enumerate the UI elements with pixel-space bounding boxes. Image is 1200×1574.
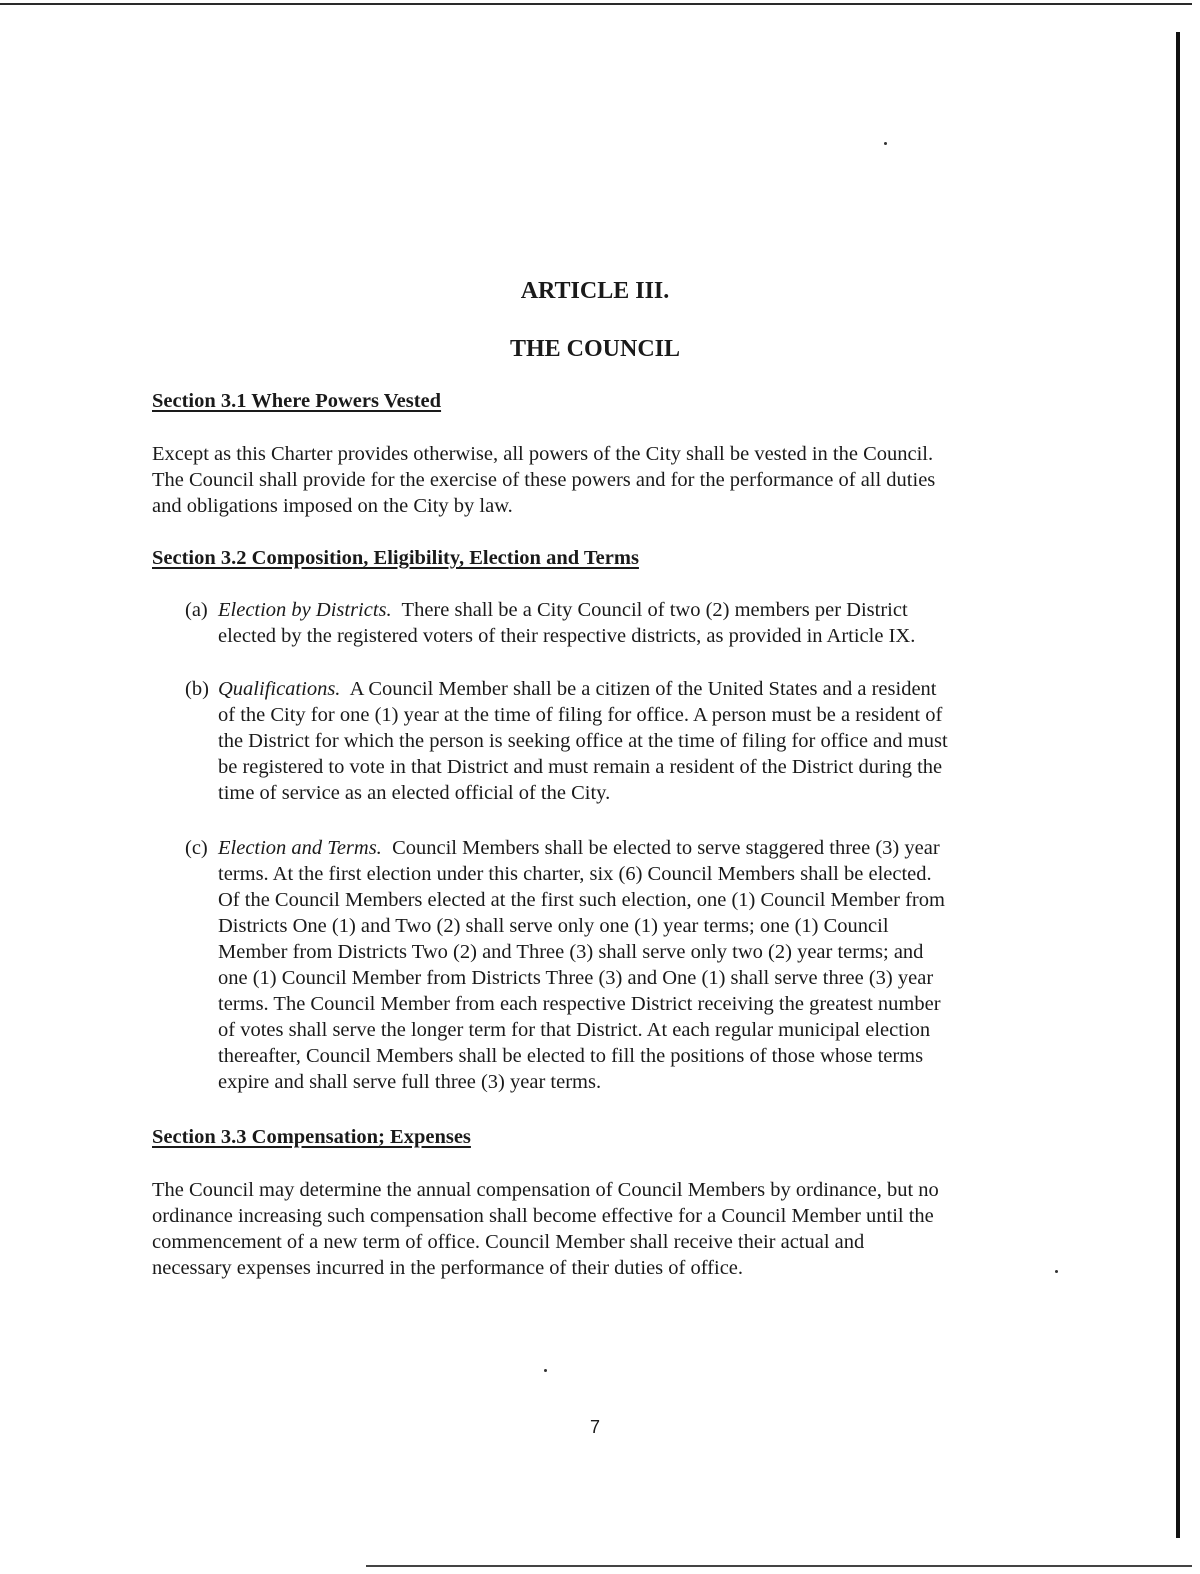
list-item-line: Of the Council Members elected at the first such election, one (1) Council Member from	[218, 889, 945, 911]
paragraph-line: ordinance increasing such compensation shall become effective for a Council Member until the	[152, 1205, 934, 1227]
list-item-line: Districts One (1) and Two (2) shall serve only one (1) year terms; one (1) Council	[218, 915, 889, 937]
scan-margin-bar	[1176, 32, 1180, 1538]
scan-bottom-rule	[366, 1565, 1192, 1567]
paragraph-line: The Council shall provide for the exercise of these powers and for the performance of all duties	[152, 469, 936, 491]
article-number: ARTICLE III.	[520, 278, 670, 304]
page-number: 7	[589, 1417, 600, 1437]
list-item-line: one (1) Council Member from Districts Three (3) and One (1) shall serve three (3) year	[218, 967, 934, 989]
list-item-line: terms. The Council Member from each respective District receiving the greatest number	[218, 993, 941, 1015]
list-item-body	[218, 676, 1043, 806]
list-item-line: thereafter, Council Members shall be elected to fill the positions of those whose terms	[218, 1045, 924, 1067]
section-3-3-heading: Section 3.3 Compensation; Expenses	[152, 1126, 471, 1148]
item-text: There shall be a City Council of two (2) members per District	[401, 599, 908, 621]
list-item-body	[218, 835, 1043, 1095]
list-item-first-line	[218, 676, 1043, 702]
list-item-line: Member from Districts Two (2) and Three (3) shall serve only two (2) year terms; and	[218, 941, 924, 963]
list-item-line: terms. At the first election under this charter, six (6) Council Members shall be elected.	[218, 863, 932, 885]
scan-speck	[884, 142, 887, 145]
list-item-line: expire and shall serve full three (3) year terms.	[218, 1071, 602, 1093]
item-title: Election and Terms.	[218, 837, 382, 859]
section-3-1-heading: Section 3.1 Where Powers Vested	[152, 390, 442, 412]
list-item-line: elected by the registered voters of their respective districts, as provided in Article IX.	[218, 625, 916, 647]
scan-speck	[544, 1369, 547, 1372]
list-item-first-line	[218, 835, 1043, 861]
section-3-2-heading: Section 3.2 Composition, Eligibility, Election and Terms	[152, 547, 639, 569]
item-text: Council Members shall be elected to serve staggered three (3) year	[392, 837, 940, 859]
paragraph-line: Except as this Charter provides otherwise, all powers of the City shall be vested in the Council.	[152, 443, 934, 465]
list-item-body	[218, 597, 1043, 649]
list-item-line: the District for which the person is seeking office at the time of filing for office and must	[218, 730, 948, 752]
list-marker: (a)	[185, 599, 208, 621]
scan-speck	[1055, 1270, 1058, 1273]
paragraph-line: commencement of a new term of office. Council Member shall receive their actual and	[152, 1231, 865, 1253]
section-3-3-paragraph	[152, 1177, 1032, 1281]
scan-top-rule	[0, 3, 1192, 5]
list-item-line: be registered to vote in that District and must remain a resident of the District during the	[218, 756, 943, 778]
item-title: Election by Districts.	[218, 599, 392, 621]
list-marker: (c)	[185, 837, 208, 859]
item-text: A Council Member shall be a citizen of the United States and a resident	[349, 678, 937, 700]
paragraph-line: and obligations imposed on the City by law.	[152, 495, 513, 517]
paragraph-line: The Council may determine the annual compensation of Council Members by ordinance, but no	[152, 1179, 939, 1201]
list-item-first-line	[218, 597, 1043, 623]
list-item-line: of the City for one (1) year at the time of filing for office. A person must be a resident of	[218, 704, 943, 726]
list-item-line: of votes shall serve the longer term for that District. At each regular municipal election	[218, 1019, 931, 1041]
article-title: THE COUNCIL	[509, 336, 681, 362]
list-marker: (b)	[185, 678, 209, 700]
paragraph-line: necessary expenses incurred in the performance of their duties of office.	[152, 1257, 744, 1279]
list-item-line: time of service as an elected official of the City.	[218, 782, 611, 804]
item-title: Qualifications.	[218, 678, 341, 700]
section-3-1-paragraph	[152, 441, 1032, 519]
